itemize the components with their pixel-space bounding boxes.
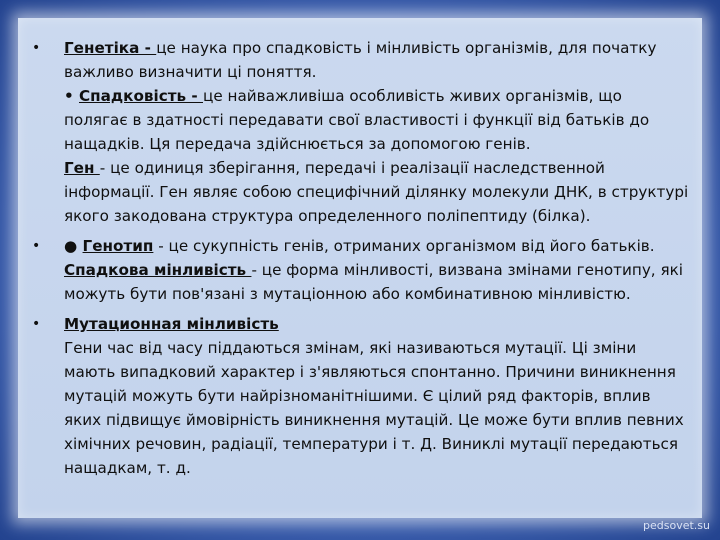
- definition-heredity: це найважливіша особливість живих організмів, що полягає в здатності передавати свої властивості і функції від батьків до нащадків. Ця передача здійснюється за допомогою генів.: [64, 87, 650, 153]
- definition-hereditary-variability: - це форма мінливості, визвана змінами генотипу, які можуть бути пов'язані з мутаціонною або комбинативною мінливістю.: [64, 261, 683, 303]
- term-mutation-variability: Мутационная мінливість: [64, 315, 279, 333]
- list-item-genetics: [30, 36, 690, 228]
- bullet: •: [32, 238, 41, 254]
- sub-bullet: ●: [64, 237, 83, 255]
- sub-bullet: •: [64, 87, 79, 105]
- definition-gene: - це одиниця зберігання, передачі і реалізації наследственной інформації. Ген являє собою специфічний ділянку молекули ДНК, в структурі якого закодована структура определенного поліпептиду (білка).: [64, 159, 689, 225]
- list-item-genotype: [30, 234, 690, 306]
- definition-mutation-variability: Гени час від часу піддаються змінам, які називаються мутації. Ці зміни мають випадковий характер і з'являються спонтанно. Причини виникнення мутацій можуть бути найрізноманітнішими. Є цілий ряд факторів, вплив яких підвищує ймовірність виникнення мутацій. Це може бути вплив певних хімічних речовин, радіації, температури і т. Д. Виниклі мутації передаються нащадкам, т. д.: [64, 339, 684, 477]
- term-heredity: Спадковість -: [79, 87, 203, 105]
- bullet: •: [32, 40, 41, 56]
- definition-genotype: - це сукупність генів, отриманих організмом від його батьків.: [153, 237, 655, 255]
- watermark: pedsovet.su: [643, 519, 710, 532]
- term-genotype: Генотип: [82, 237, 154, 255]
- term-hereditary-variability: Спадкова мінливість: [64, 261, 252, 279]
- term-gene: Ген: [64, 159, 100, 177]
- list-item-mutation: [30, 312, 690, 480]
- slide-content: [30, 36, 690, 486]
- definition-genetics: це наука про спадковість і мінливість організмів, для початку важливо визначити ці поняття.: [64, 39, 657, 81]
- bullet: •: [32, 316, 41, 332]
- term-genetics: Генетіка -: [64, 39, 157, 57]
